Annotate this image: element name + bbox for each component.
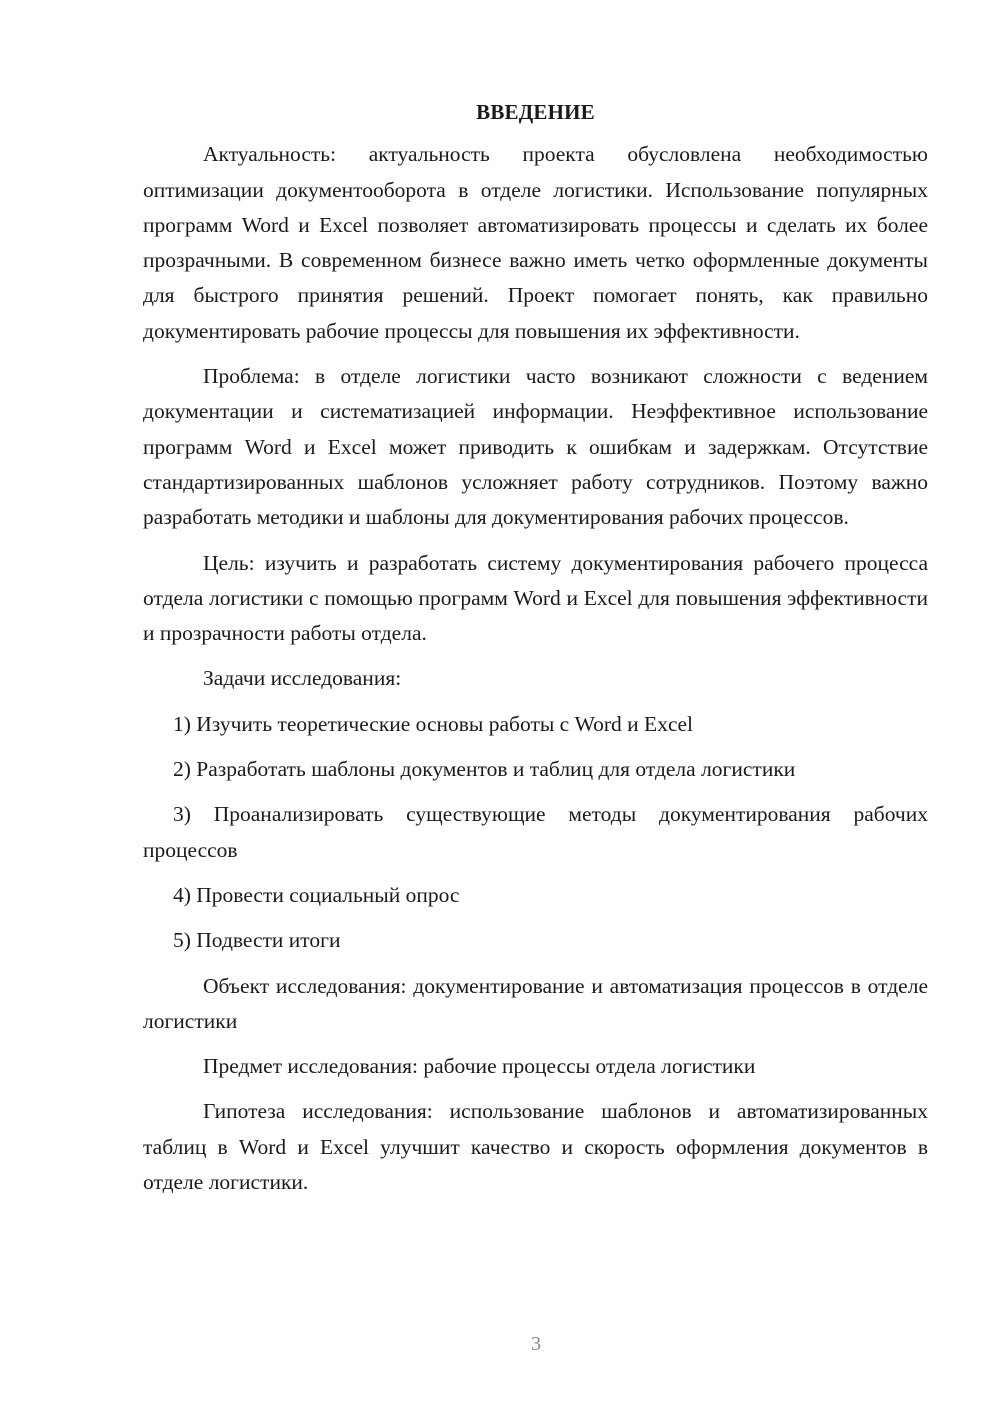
task-item-3: 3) Проанализировать существующие методы документирования рабочих процессов bbox=[143, 802, 928, 862]
page-number: 3 bbox=[531, 1333, 541, 1355]
paragraph-object: Объект исследования: документирование и автоматизация процессов в отделе логистики bbox=[143, 973, 928, 1033]
task-item-5: 5) Подвести итоги bbox=[173, 928, 341, 953]
task-item-2: 2) Разработать шаблоны документов и таблиц для отдела логистики bbox=[173, 757, 796, 782]
document-body bbox=[143, 95, 928, 1210]
paragraph-hypothesis: Гипотеза исследования: использование шаблонов и автоматизированных таблиц в Word и Excel улучшит качество и скорость оформления документов в отделе логистики. bbox=[143, 1099, 928, 1195]
paragraph-tasks-heading: Задачи исследования: bbox=[203, 666, 402, 691]
paragraph-problem: Проблема: в отделе логистики часто возникают сложности с ведением документации и систематизацией информации. Неэффективное использование программ Word и Excel может приводить к ошибкам и задержкам. Отсутствие стандартизированных шаблонов усложняет работу сотрудников. Поэтому важно разработать методики и шаблоны для документирования рабочих процессов. bbox=[143, 364, 928, 530]
task-item-4: 4) Провести социальный опрос bbox=[173, 882, 460, 907]
paragraph-subject: Предмет исследования: рабочие процессы отдела логистики bbox=[203, 1054, 756, 1079]
paragraph-relevance: Актуальность: актуальность проекта обусловлена необходимостью оптимизации документооборота в отделе логистики. Использование популярных программ Word и Excel позволяет автоматизировать процессы и сделать их более прозрачными. В современном бизнесе важно иметь четко оформленные документы для быстрого принятия решений. Проект помогает понять, как правильно документировать рабочие процессы для повышения их эффективности. bbox=[143, 142, 928, 343]
section-heading: ВВЕДЕНИЕ bbox=[476, 100, 595, 124]
paragraph-goal: Цель: изучить и разработать систему документирования рабочего процесса отдела логистики с помощью программ Word и Excel для повышения эффективности и прозрачности работы отдела. bbox=[143, 550, 928, 646]
task-item-1: 1) Изучить теоретические основы работы с Word и Excel bbox=[173, 711, 693, 736]
